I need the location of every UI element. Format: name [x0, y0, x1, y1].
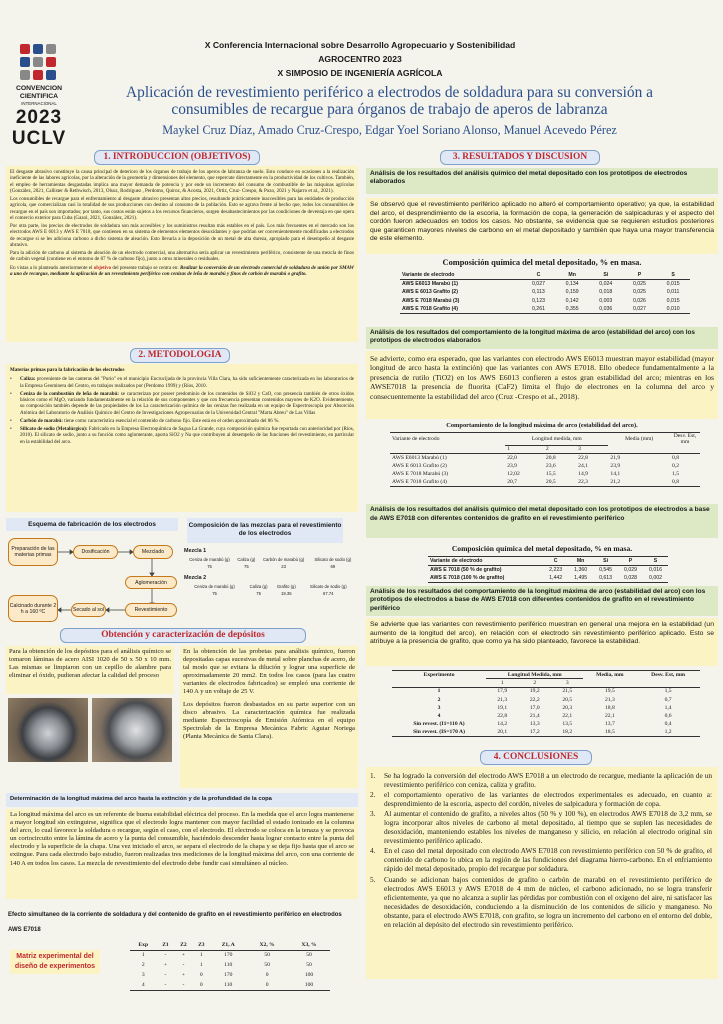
arc-length-table: Variante de electrodo Longitud medida, mm Media (mm) Desv. Est, mm 1 2 3 AWS E6013 Marabú (1) 22,0 20,8 22,8 21,9 0,8 AWS E 6013 Grafito (2) 23,9 23,6 24,1 23,9 0,2 AWS E 7018 Marabú (3) 12,02 15,5 14,9 14,1 1,5 AWS E 7018 Grafito (4) 20,7 20,5 22,3 21,2 0,8 — [390, 432, 700, 487]
intro-paragraph: Los consumibles de recargue para el enfrentamiento al desgaste abrasivo presentan altos precios, resultando prácticamente inaccesibles para las entidades de producción agrícola, que comercializan casi la totalidad de sus producciones con destino al consumo de la población. Esto se agrava frente al hecho que, todos los consumibles de recargue en el país son importados; por tanto, sus costos están sujetos a los recursos financieros, surgen desabastecimientos por las condiciones de deventaja en que opera el comercio exterior para Cuba (Gazol, 2021, González, 2021). — [10, 196, 354, 221]
conclusion-item: 2. el comportamiento operativo de las variantes de electrodos experimentales es adecuado, en cuanto a: desprendimiento de la escoria, aspecto del cordón, niveles de salpicadura y formación de copa. — [370, 790, 712, 809]
material-item: • Silicato de sodio (Metalúrgico): Fabricado en la Empresa Electroquímica de Sagua La Grande, cuya composición química fue reportada con anterioridad por (Ríos, 2010). El silicato de sodio, junto a su función como aglomerante, aporta SiO2 y Na que contribuyen al desempeño de las funciones del revestimiento, en particular en la estabilidad del arco. — [10, 426, 355, 445]
intro-paragraph: Por otra parte, los precios de electrodos de soldadura son más accesibles y los suministros resultan más estables en el país. Los más frecuentes en el mercado son los electrodos AWS E 6013 y AWS E 7018, que contienen en su sistema de elementos elementos desoxidantes y que podrían ser convenientemente modificados a electrodos de recargue si se les adiciona carbono a dicho sistema de aleación. Esto llevaría a la deposición de un metal de alta dureza, apropiado para el desempeño al desgaste abrasivo. — [10, 223, 354, 248]
table-row: 2 + - 1 110 50 50 — [141, 962, 312, 968]
flow-step-coating: Revestimiento — [125, 603, 177, 617]
logo-line-3: INTERNACIONAL — [21, 101, 57, 106]
poster-title: Aplicación de revestimiento periférico a electrodos de soldadura para su conversión a consumibles de recargue para órganos de trabajo de aperos de labranza — [126, 84, 653, 118]
flow-step-sun-drying: Secado al sol — [71, 603, 106, 617]
chem-analysis-title: Análisis de los resultados del análisis químico del metal depositado con los prototipos de electrodos elaborados — [366, 168, 718, 194]
intro-text-box — [6, 166, 358, 342]
table2-title: Comportamiento de la longitud máxima de arco (estabilidad del arco). — [446, 422, 638, 429]
chem-table-1: Variante de electrodo C Mn Si P S AWS E6013 Marabú (1) 0,027 0,134 0,024 0,025 0,015 AWS E 6013 Grafito (2) 0,113 0,159 0,018 0,025 0,011 AWS E 7018 Marabú (3) 0,123 0,142 0,003 0,026 0,015 AWS E 7018 Grafito (4) 0,261 0,355 0,036 0,027 0,010 — [400, 271, 690, 314]
materials-box — [6, 364, 358, 512]
flow-step-mixing: Mezclado — [133, 545, 173, 559]
table-row: 1 17,9 19,2 21,5 19,5 1,5 — [437, 688, 672, 695]
table-row: Sin revest. (I1=110 A) 14,2 13,3 13,5 13,7 0,4 — [413, 721, 672, 728]
table-row: 1 - + 1 170 50 50 — [141, 952, 312, 959]
effect-title: Efecto simultaneo de la corriente de soldadura y del contenido de grafito en el revestimiento periférico en electrodos AWS E7018 — [8, 912, 342, 933]
table-row: AWS E 7018 Grafito (4) 20,7 20,5 22,3 21,2 0,8 — [390, 478, 700, 486]
mix2-label: Mezcla 2 — [184, 575, 207, 581]
arc-method-title: Determinación de la longitud máxima del arco hasta la extinción y de la profundidad de la copa — [6, 793, 358, 807]
flow-step-agglomeration: Aglomeración — [125, 576, 177, 589]
arc-analysis-title: Análisis de los resultados del comportamiento de la longitud máxima de arco (estabilidad del arco) con los prototipos de electrodos elaborados — [366, 327, 718, 349]
table-row: AWS E6013 Marabú (1) 22,0 20,8 22,8 21,9 0,8 — [392, 454, 679, 461]
table-row: 2 21,3 22,2 20,5 21,3 0,7 — [437, 696, 672, 703]
results-section-title: 3. RESULTADOS Y DISCUSION — [440, 150, 600, 165]
intro-objective-paragraph: En vistas a lo planteado anteriormente el objetivo del presente trabajo se centra en: Realizar la conversión de un electrodo comercial de soldadura de unión por SMAW a uno de recargue, mediante la aplicación de un revestimiento periférico con cenizas de leña de marabú y finos de carbón de marabú o grafito. — [10, 264, 354, 277]
chem-analysis-text: Se observó que el revestimiento periférico aplicado no alteró el comportamiento operativo; ya que, la estabilidad del arco, el desprendimiento de la escoria, la formación de copa, la generación de salpicaduras y el aspecto del cordón fueron adecuados en todos los casos. No obstante, se evidencia que se requieren estudios posteriores que garanticen mayores niveles de carbono en el metal depositado y también que haya una mayor transferencia de este elemento. — [366, 198, 718, 254]
conclusion-item: 5. Cuando se adicionan bajos contenidos de grafito o carbón de marabú en el revestimiento periférico de electrodos AWS E6013 y AWS E7018 de 4 mm de núcleo, el carbono adicionado, no se logra transferir eficientemente, ya que no alcanza a suplir las pérdidas por combustión con el oxígeno del aire, ni satisfacer las necesidades de desoxidación, conduciendo a la disminución de los contenidos de silicio y manganeso. No obstante, para el electrodo AWS E7018, con grafito, se logra un incremento del carbono en el entorno del doble, en relación al depósito del electrodo sin revestimiento periférico. — [370, 874, 712, 929]
conclusion-item: 4. En el caso del metal depositado con electrodo AWS E7018 con revestimiento periférico con 50 % de grafito, el contenido de carbono lo ubica en la región de las fundiciones del diagrama hierro-carbono. En el enfriamiento rápido del metal depositado, propio del recargue por soldadura. — [370, 846, 712, 874]
arc-length-table-2: Experimento Longitud Medida, mm Media, mm Desv. Est, mm 1 2 3 1 17,9 19,2 21,5 19,5 1,5 2 21,3 22,2 20,5 21,3 0,7 3 19,1 17,0 20,3 18,8 1,4 4 22,8 21,4 22,1 22,1 0,6 Sin revest. (I1=110 A) 14,2 13,3 13,5 13,7 0,4 Sin revest. (IS=170 A) 20,1 17,2 18,2 18,5 1,2 — [392, 670, 700, 737]
table-row: AWS E 6013 Grafito (2) 23,9 23,6 24,1 23,9 0,2 — [392, 462, 679, 469]
table-row: AWS E 7018 Marabú (3) 0,123 0,142 0,003 0,026 0,015 — [402, 297, 680, 304]
deposits-title: Obtención y caracterización de depósitos — [60, 628, 306, 643]
scheme-title: Esquema de fabricación de los electrodos — [6, 518, 178, 531]
mixes-block — [184, 548, 359, 598]
arc-analysis-text: Se advierte, como era esperado, que las variantes con electrodo AWS E6013 muestran mayor estabilidad (mayor longitud de arco hasta la extinción) que las variantes con AWS E7018. Ello obedece fundamentalmente a la presencia de rutilo (TiO2) en los AWS E6013 confieren a estos gran estabilidad del arco; mientras en los AWSE7018 la presencia de fluorita (CaF2) limita el flujo de electrones en la columna del arco y consecuentemente la estabilidad del arco (Cruz -Crespo et al., 2018). — [366, 351, 718, 419]
method-section-title: 2. METODOLOGIA — [130, 348, 230, 363]
table-row: AWS E6013 Marabú (1) 0,027 0,134 0,024 0,025 0,015 — [402, 281, 680, 287]
logo-year: 2023 — [15, 107, 63, 128]
intro-paragraph: El desgaste abrasivo constituye la causa principal de deterioro de los órganos de trabajo de los aperos de labranza de suelo. Esto conduce en ocasiones a la realización ineficiente de las labores agrícolas, por la alteración de la geometría y dimensiones del elemento, que repercute directamente en la productividad de los cultivos. También, el empleo de herramientas desgastadas implica una mayor demanda de potencia y por ende un incremento del consumo de combustible de las máquinas agrícolas (González, 2021, Callister & Rethwisch, 2013, Olsoz, Rodríguez , Perdomo, Quiroz, & Acosta, 2021, Ortiz, Cruz- Crespo, & Pozo, 2021 y Najarro et al., 2021). — [10, 169, 354, 194]
table1-title: Composición química del metal depositado, % en masa. — [442, 258, 642, 267]
material-item: • Carbón de marabú: tiene como característica esencial el contenido de carbono fijo. Este está en el orden aproximado del 86 %. — [10, 417, 280, 424]
chem2-analysis-title: Análisis de los resultados del análisis químico del metal depositado con los prototipos de electrodos a base de AWS E7018 con diferentes contenidos de grafito en el revestimiento periférico — [366, 504, 718, 538]
mixes-title: Composición de las mezclas para el revestimiento de los electrodos — [187, 518, 343, 543]
table-row: AWS E 6013 Grafito (2) 0,113 0,159 0,018 0,025 0,011 — [402, 289, 680, 296]
table-row: 4 22,8 21,4 22,1 22,1 0,6 — [437, 713, 672, 720]
table-row: Sin revest. (IS=170 A) 20,1 17,2 18,2 18,5 1,2 — [392, 729, 700, 737]
poster-authors: Maykel Cruz Díaz, Amado Cruz-Crespo, Edgar Yoel Soriano Alonso, Manuel Acevedo Pérez — [162, 123, 617, 137]
design-matrix-table: Exp Z1 Z2 Z3 Z1, A X2, % X3, % 1 - + 1 170 50 50 2 + - 1 110 50 50 3 - + 0 170 0 100 4 - - 0 110 0 100 — [130, 940, 330, 991]
logo-org: UCLV — [11, 128, 67, 149]
logo-line-1: CONVENCION — [15, 85, 63, 92]
mix1-label: Mezcla 1 — [184, 548, 207, 554]
table-row: AWS E 7018 (100 % de grafito) 1,442 1,495 0,613 0,028 0,002 — [428, 574, 668, 583]
process-flowchart — [6, 533, 178, 623]
deposit-photo-1 — [8, 698, 88, 762]
logo-line-2: CIENTIFICA — [19, 93, 59, 100]
materials-title: Materias primas para la fabricación de los electrodos — [10, 367, 125, 373]
table-row: AWS E 7018 (50 % de grafito) 2,223 1,360 0,545 0,029 0,016 — [430, 566, 662, 573]
objective-keyword: objetivo — [93, 264, 112, 271]
event-name: AGROCENTRO 2023 — [318, 54, 402, 64]
logo-dots-icon — [18, 42, 58, 82]
table3-title: Composición química del metal depositado, % en masa. — [451, 544, 633, 553]
material-item: • Ceniza de la combustión de leña de marabú: se caracterizan por poseer predominio de los contenidos de SiO2 y CaO, con presencia también de otros óxidos básicos como el MgO, variando fundamentalmente en la relación de sus componentes y que con frecuencia presentan contenidos mayores de K2O. Evidentemente, su composición también depende de las propiedades de los La caracterización química de las cenizas fue realizada en un equipo de Espectroscopía por Absorción Atómica del Laboratorio de Análisis Químico del Centro de Investigaciones Agropecuarias de la Universidad Central "Marta Abreu" de Las Villas — [10, 390, 354, 416]
table-row: AWS E 7018 Grafito (4) 0,261 0,355 0,036 0,027 0,010 — [400, 305, 690, 314]
deposits-left-text: Para la obtención de los depósitos para el análisis químico se tomaron láminas de acero AISI 1020 de 50 x 50 x 10 mm. Las mismas se limpiaron con un cepillo de alambre para eliminar el óxido, pudieran afectar la calidad del proceso — [6, 646, 174, 694]
material-item: • Caliza: proveniente de las canteras del "Purio" en el municipio Encrucijada de la provincia Villa Clara, ha sido suficientemente caracterizada en los laboratorios de la Empresa Geominera del Centro, en trabajos realizados por (Perdomo 1999) y (Ríos, 2010. — [10, 376, 354, 389]
conclusions-box — [366, 767, 718, 979]
arc2-analysis-text: Se advierte que las variantes con revestimiento periférico muestran en general una mejora en la estabilidad (un aumento de la longitud del arco), en relación con el electrodo sin revestimiento periférico aplicado. Esto se atribuye a la presencia de grafito, que como ya ha sido planteado, favorece la estabilidad. — [366, 618, 718, 666]
table-row: 3 19,1 17,0 20,3 18,8 1,4 — [437, 704, 672, 711]
chem-table-2: Variante de electrodo C Mn Si P S AWS E 7018 (50 % de grafito) 2,223 1,360 0,545 0,029 0,016 AWS E 7018 (100 % de grafito) 1,442 1,495 0,613 0,028 0,002 — [428, 556, 668, 583]
deposit-photo-2 — [92, 698, 172, 762]
design-matrix-label: Matriz experimental del diseño de experimentos — [10, 950, 100, 974]
logo-block — [6, 42, 72, 152]
mix2-table: Ceniza de marabú (g) Caliza (g) Grafito (g) Silicato de sodio (g) 75 75 19.35 67.74 — [194, 584, 347, 596]
arc2-analysis-title: Análisis de los resultados del comportamiento de la longitud máxima de arco (estabilidad del arco) con los prototipos de electrodos a base de AWS E7018 con diferentes contenidos de grafito en el revestimiento periférico — [366, 586, 718, 616]
flow-step-preparation: Preparación de las materias primas — [8, 538, 58, 566]
intro-paragraph: Para la adición de carbono al sistema de aleación de un electrodo comercial, una alternativa sería aplicar un revestimiento periférico, consistente de una mezcla de finos de carbón vegetal (contiene en el entorno de 87 % de carbono fijo), junto a otros minerales o residuales. — [10, 250, 354, 263]
intro-section-title: 1. INTRODUCCION (OBJETIVOS) — [94, 150, 260, 165]
objective-text: Realizar la conversión de un electrodo comercial de soldadura de unión por SMAW a uno de recargue, mediante la aplicación de un revestimiento periférico con cenizas de leña de marabú y finos de carbón de marabú o grafito. — [10, 264, 354, 277]
conclusions-section-title: 4. CONCLUSIONES — [480, 750, 592, 765]
conference-title: X Conferencia Internacional sobre Desarrollo Agropecuario y Sostenibilidad — [204, 40, 516, 50]
conclusion-item: 1. Se ha logrado la conversión del electrodo AWS E7018 a un electrodo de recargue, mediante la aplicación de un revestimiento periférico con ceniza, caliza y grafito. — [370, 771, 712, 790]
conclusion-item: 3. Al aumentar el contenido de grafito, a niveles altos (50 % y 100 %), en electrodos AWS E7018 de 3,2 mm, se logra incorporar altos niveles de carbono al metal depositado, al tiempo que se suplen las necesidades de desoxidación, manteniendo estables los niveles de manganeso y silicio, en relación al electrodo original sin revestimiento periférico aplicado. — [370, 809, 712, 846]
table-row: 3 - + 0 170 0 100 — [141, 972, 314, 978]
table-row: 4 - - 0 110 0 100 — [130, 980, 330, 990]
deposits-right-text: En la obtención de las probetas para análisis químico, fueron depositadas capas sucesivas de metal sobre planchas de acero, de tal modo que se evitara la dilución y lograr una superficie de aproximadamente 20 mm2. En todos los casos (para las cuatro variantes de electrodos fabricados) se empleó una corriente de 140 A y un voltaje de 25 V. Los depósitos fueron desbastados en su parte superior con un disco abrasivo. La caracterización química fue realizada mediante Espectroscopía de Emisión Atómica en el equipo Spectrolab de la Empresa Mecánica Fabric Aguiar Noriega (Planta Mecánica de Santa Clara). — [180, 646, 358, 788]
arc-method-text: La longitud máxima del arco es un referente de buena estabilidad eléctrica del proceso. En la medida que el arco logra mantenerse a mayor longitud sin extinguirse, significa que el electrodo logra mantener con mayor facilidad el estado ionizado en la columna del arco, lo cual favorece la soldadura o recargue, según el caso, con el electrodo. El electrodo se coloca en la tenaza y se provoca un cortocircuito entre la lámina de acero y la punta del consumible, haciéndolo descender hasta lograr contacto entre la punta del electrodo y la superficie de la chapa. Una vez iniciado el arco, se separa el electrodo de la chapa y se deja fijo hasta que el arco se extingue. Para cada electrodo bajo estudio, fueron realizadas tres mediciones de la longitud máxima del arco, con una corriente de 140 A en todos los casos. La mezcla de revestimiento del electrodo debe fundir casi simultáneo al núcleo. — [6, 809, 358, 899]
flow-step-calcination: Calcinado durante 2 h a 160 ºC — [8, 595, 58, 622]
mix1-table: Ceniza de marabú (g) Caliza (g) Carbón de marabú (g) Silicato de sodio (g) 75 75 23 69 — [189, 557, 352, 569]
flow-step-dosing: Dosificación — [73, 545, 118, 559]
table-row: AWS E 7018 Marabú (3) 12,02 15,5 14,9 14,1 1,5 — [392, 471, 679, 478]
symposium-name: X SIMPOSIO DE INGENIERÍA AGRÍCOLA — [277, 68, 443, 78]
